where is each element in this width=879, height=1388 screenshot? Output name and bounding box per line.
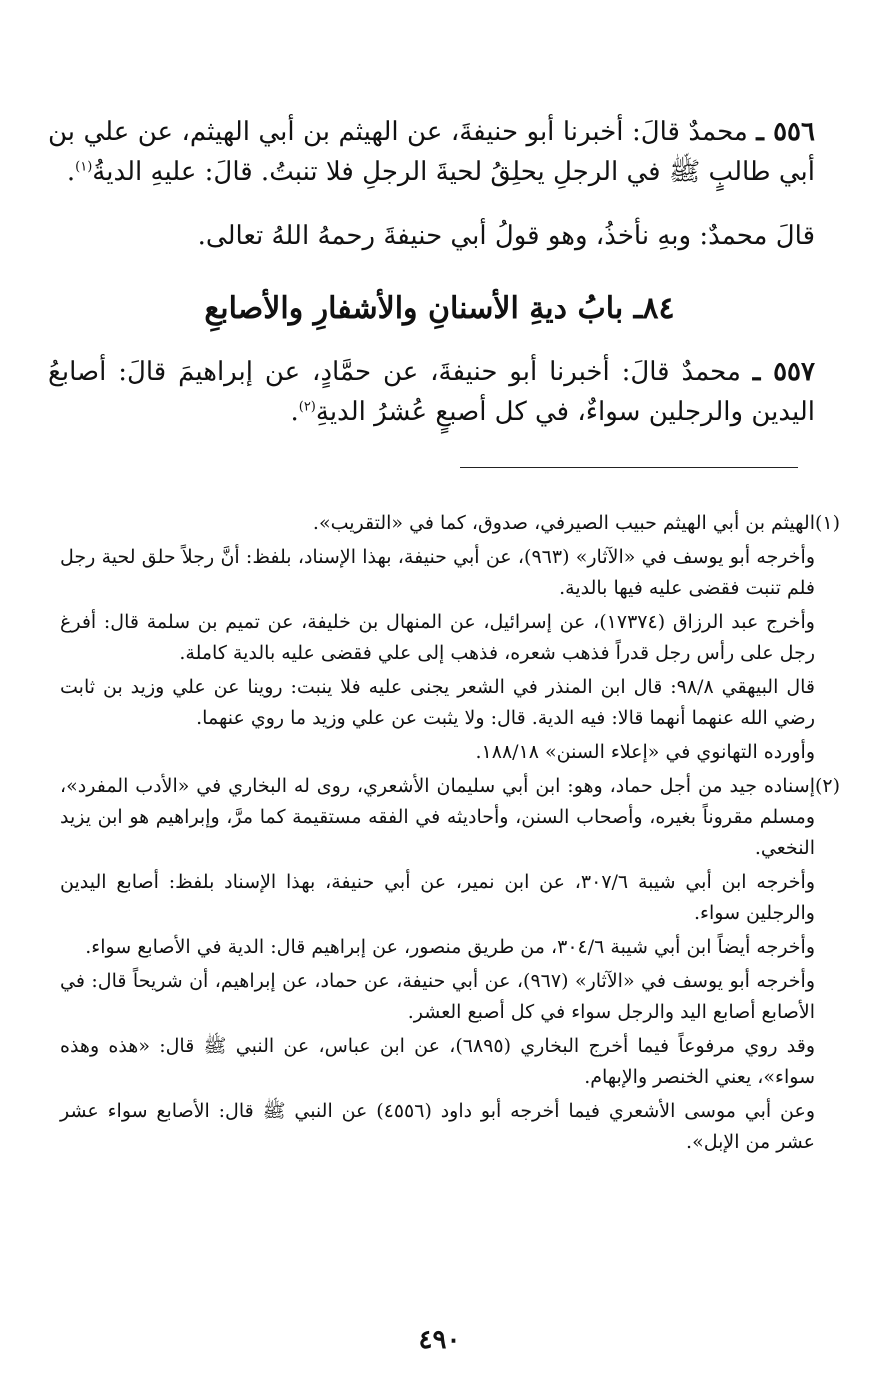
muhammad-comment [115, 216, 815, 256]
page-number: ٤٩٠ [418, 1325, 461, 1355]
footnote-ref: (٢) [298, 399, 316, 415]
footnote-paragraph: وأخرجه أبو يوسف في «الآثار» (٩٦٣)، عن أبي حنيفة، بهذا الإسناد، بلفظ: أنَّ رجلاً حلق لحية رجل فلم تنبت فقضى عليه فيها بالدية. [60, 546, 815, 599]
footnotes [60, 508, 841, 1161]
footnote-ref: (١) [75, 159, 93, 175]
footnote-number: (٢) [815, 775, 841, 797]
hadith-text: محمدٌ قالَ: أخبرنا أبو حنيفةَ، عن الهيثم بن أبي الهيثم، عن علي بن أبي طالبٍ ﷺ في الرجلِ يحلِقُ لحيةَ الرجلِ فلا تنبتُ. قالَ: عليهِ الديةُ [48, 117, 815, 187]
footnote-paragraph: وقد روي مرفوعاً فيما أخرج البخاري (٦٨٩٥)، عن ابن عباس، عن النبي ﷺ قال: «هذه وهذه سواء»، يعني الخنصر والإبهام. [60, 1035, 815, 1088]
hadith-text: محمدٌ قالَ: أخبرنا أبو حنيفةَ، عن حمَّادٍ، عن إبراهيمَ قالَ: أصابعُ اليدين والرجلين سواءٌ، في كل أصبعٍ عُشرُ الديةِ [48, 357, 815, 427]
footnote-paragraph: وعن أبي موسى الأشعري فيما أخرجه أبو داود (٤٥٥٦) عن النبي ﷺ قال: الأصابع سواء عشر عشر من الإبل». [60, 1100, 816, 1153]
chapter-heading: ٨٤ـ بابُ ديةِ الأسنانِ والأشفارِ والأصابعِ [204, 291, 675, 326]
footnote-paragraph: إسناده جيد من أجل حماد، وهو: ابن أبي سليمان الأشعري، روى له البخاري في «الأدب المفرد»، ومسلم مقروناً بغيره، وأصحاب السنن، وأحاديثه في الفقه مستقيمة كما مرَّ، وإبراهيم هو ابن يزيد النخعي. [60, 775, 815, 859]
footnote-paragraph: وأخرجه أيضاً ابن أبي شيبة ٣٠٤/٦، من طريق منصور، عن إبراهيم قال: الدية في الأصابع سواء. [85, 936, 815, 958]
footnote-1 [60, 508, 841, 768]
footnote-number: (١) [815, 512, 841, 534]
footnote-paragraph: وأخرجه أبو يوسف في «الآثار» (٩٦٧)، عن أبي حنيفة، عن حماد، عن إبراهيم، أن شريحاً قال: في الأصابع أصابع اليد والرجل سواء في كل أصبع العشر. [60, 970, 815, 1023]
hadith-557: ٥٥٧ ـ محمدٌ قالَ: أخبرنا أبو حنيفةَ، عن حمَّادٍ، عن إبراهيمَ قالَ: أصابعُ اليدين والرجلين سواءٌ، في كل أصبعٍ عُشرُ الديةِ$^{(٢)}$. [48, 357, 815, 427]
footnote-paragraph: وأورده التهانوي في «إعلاء السنن» ١٨٨/١٨. [475, 741, 815, 763]
footnote-2 [60, 771, 841, 1158]
footnote-paragraph: الهيثم بن أبي الهيثم حبيب الصيرفي، صدوق، كما في «التقريب». [312, 512, 815, 534]
hadith-556: ٥٥٦ ـ محمدٌ قالَ: أخبرنا أبو حنيفةَ، عن الهيثم بن أبي الهيثم، عن علي بن أبي طالبٍ ﷺ في الرجلِ يحلِقُ لحيةَ الرجلِ فلا تنبتُ. قالَ: عليهِ الديةُ$^{(١)}$. [48, 117, 815, 187]
footnote-paragraph: قال البيهقي ٩٨/٨: قال ابن المنذر في الشعر يجنى عليه فلا ينبت: روينا عن علي وزيد بن ثابت رضي الله عنهما أنهما قالا: فيه الدية. قال: ولا يثبت عن علي وزيد ما روي عنهما. [60, 676, 815, 729]
footnote-paragraph: وأخرجه ابن أبي شيبة ٣٠٧/٦، عن ابن نمير، عن أبي حنيفة، بهذا الإسناد بلفظ: أصابع اليدين والرجلين سواء. [60, 871, 815, 924]
hadith-number: ٥٥٦ ـ [756, 117, 815, 147]
footnote-paragraph: وأخرج عبد الرزاق (١٧٣٧٤)، عن إسرائيل، عن المنهال بن خليفة، عن تميم بن سلمة قال: أفرغ رجل على رأس رجل قدراً فذهب شعره، فذهب إلى علي فقضى عليه بالدية كاملة. [60, 611, 815, 664]
comment-text: قالَ محمدٌ: وبهِ نأخذُ، وهو قولُ أبي حنيفةَ رحمهُ اللهُ تعالى. [197, 221, 815, 251]
hadith-number: ٥٥٧ ـ [752, 357, 815, 387]
footnote-divider [460, 467, 798, 468]
